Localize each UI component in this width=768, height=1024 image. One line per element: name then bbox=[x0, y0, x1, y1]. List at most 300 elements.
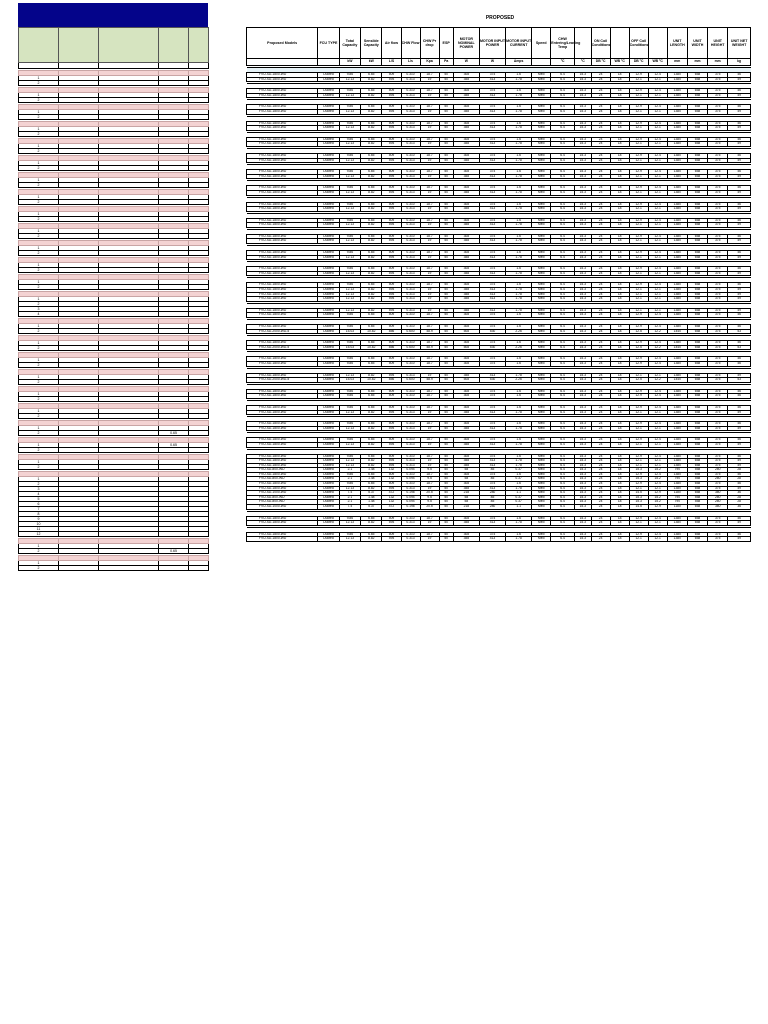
value-cell: 24 bbox=[591, 454, 610, 459]
value-cell: 6.4 bbox=[551, 454, 575, 459]
value-cell: 6.65 bbox=[361, 267, 382, 272]
value-cell: 18 bbox=[610, 521, 629, 526]
value-cell: 509 bbox=[382, 283, 401, 288]
value-cell: 509 bbox=[382, 394, 401, 399]
value-cell: 18.7 bbox=[420, 283, 439, 288]
value-cell: 1.1 bbox=[506, 505, 532, 510]
value-cell: 374 bbox=[479, 218, 505, 223]
value-cell: 472 bbox=[382, 491, 401, 496]
value-cell: 12.4 bbox=[648, 357, 667, 362]
value-cell: 0.600 bbox=[401, 345, 420, 350]
value-cell: 413 bbox=[479, 463, 505, 468]
value-cell: 49 bbox=[728, 292, 751, 297]
value-cell: Ducted bbox=[318, 239, 339, 244]
value-cell: 558 bbox=[687, 468, 707, 473]
unit-cell: L/S bbox=[382, 59, 401, 66]
unit-index: 5 bbox=[19, 497, 59, 502]
value-cell: 0.310 bbox=[401, 325, 420, 330]
value-cell: 15.3 bbox=[574, 373, 591, 378]
value-cell: 49 bbox=[728, 255, 751, 260]
value-cell: 8.82 bbox=[361, 158, 382, 163]
unit-index: 2 bbox=[19, 380, 59, 385]
value-cell: 24 bbox=[591, 521, 610, 526]
unit-index: 2 bbox=[19, 549, 59, 554]
value-cell: 6.65 bbox=[361, 532, 382, 537]
value-cell: 6.4 bbox=[551, 93, 575, 98]
value-cell: Med bbox=[532, 500, 551, 505]
value-cell: 658 bbox=[687, 207, 707, 212]
value-cell: 12.1 bbox=[648, 207, 667, 212]
value-cell: 6.4 bbox=[551, 468, 575, 473]
unit-index: 1 bbox=[19, 392, 59, 397]
value-cell: 375 bbox=[708, 426, 728, 431]
value-cell: 15.3 bbox=[574, 234, 591, 239]
value-cell: 24 bbox=[591, 345, 610, 350]
value-cell: 24 bbox=[591, 77, 610, 82]
value-cell: 12.4 bbox=[648, 267, 667, 272]
value-cell: 375 bbox=[708, 223, 728, 228]
value-cell: 308 bbox=[453, 105, 479, 110]
value-cell: 12.1 bbox=[648, 297, 667, 302]
value-cell: 15.3 bbox=[574, 121, 591, 126]
value-cell: 49 bbox=[728, 308, 751, 313]
value-cell: 12.1 bbox=[629, 239, 648, 244]
value-cell: 218 bbox=[453, 505, 479, 510]
value-cell: 24 bbox=[591, 472, 610, 477]
value-cell: 24 bbox=[591, 405, 610, 410]
value-cell: 1380 bbox=[667, 218, 687, 223]
value-cell: 24 bbox=[591, 442, 610, 447]
value-cell: 132 bbox=[382, 468, 401, 473]
value-cell: 58 bbox=[453, 477, 479, 482]
unit-index: 2 bbox=[19, 285, 59, 290]
value-cell: Med bbox=[532, 308, 551, 313]
value-cell: 12.9 bbox=[629, 532, 648, 537]
value-cell: 12.1 bbox=[648, 158, 667, 163]
value-cell: 594 bbox=[382, 288, 401, 293]
value-cell: 12.1 bbox=[629, 126, 648, 131]
value-cell: Ducted bbox=[318, 357, 339, 362]
value-cell: 1.78 bbox=[506, 223, 532, 228]
value-cell: 50 bbox=[439, 505, 453, 510]
value-cell: 6.65 bbox=[361, 438, 382, 443]
value-cell: 6.4 bbox=[551, 532, 575, 537]
unit-index: 2 bbox=[19, 234, 59, 239]
value-cell: 374 bbox=[479, 251, 505, 256]
value-cell: 50 bbox=[439, 426, 453, 431]
value-cell: Med bbox=[532, 378, 551, 383]
value-cell: 24 bbox=[591, 463, 610, 468]
value-cell: 50 bbox=[439, 495, 453, 500]
value-cell: 374 bbox=[479, 472, 505, 477]
value-cell: 6.4 bbox=[551, 142, 575, 147]
value-cell: 18 bbox=[610, 158, 629, 163]
value-cell: 375 bbox=[708, 186, 728, 191]
unit-index: 1 bbox=[19, 93, 59, 98]
value-cell: 15.3 bbox=[574, 463, 591, 468]
value-cell: 6.4 bbox=[551, 537, 575, 542]
value-cell: 509 bbox=[382, 267, 401, 272]
value-cell: 374 bbox=[479, 137, 505, 142]
value-cell: 0.310 bbox=[401, 422, 420, 427]
value-cell: 413 bbox=[479, 521, 505, 526]
value-cell: 15.3 bbox=[574, 308, 591, 313]
value-cell: 6.65 bbox=[361, 105, 382, 110]
value-cell: 48.9 bbox=[420, 329, 439, 334]
value-cell: 413 bbox=[479, 207, 505, 212]
value-cell: 380 bbox=[708, 505, 728, 510]
unit-cell: WB °C bbox=[610, 59, 629, 66]
value-cell: 24 bbox=[591, 158, 610, 163]
value-cell: Med bbox=[532, 126, 551, 131]
value-cell: 18 bbox=[610, 89, 629, 94]
value-cell: 8.82 bbox=[361, 426, 382, 431]
value-cell: 49 bbox=[728, 93, 751, 98]
value-cell: 8.82 bbox=[361, 109, 382, 114]
value-cell: 1.6 bbox=[506, 170, 532, 175]
value-cell: 375 bbox=[708, 486, 728, 491]
value-cell: 36 bbox=[728, 505, 751, 510]
value-cell: 0.310 bbox=[401, 186, 420, 191]
value-cell: 15.3 bbox=[574, 297, 591, 302]
value-cell: 12.1 bbox=[629, 537, 648, 542]
value-cell: 0.310 bbox=[401, 218, 420, 223]
value-cell: Med bbox=[532, 89, 551, 94]
value-cell: 12.13 bbox=[339, 463, 360, 468]
value-cell: 18 bbox=[610, 297, 629, 302]
value-cell: 9.86 bbox=[339, 283, 360, 288]
value-cell: Med bbox=[532, 207, 551, 212]
value-cell: 8.82 bbox=[361, 459, 382, 464]
value-cell: 6.4 bbox=[551, 341, 575, 346]
value-cell: 1380 bbox=[667, 190, 687, 195]
value-cell: 308 bbox=[453, 267, 479, 272]
value-cell: 658 bbox=[687, 142, 707, 147]
value-cell: 1.6 bbox=[506, 361, 532, 366]
value-cell: 50 bbox=[439, 341, 453, 346]
value-cell: 12.1 bbox=[648, 426, 667, 431]
value-cell: 658 bbox=[687, 109, 707, 114]
unit-index: 2 bbox=[19, 465, 59, 470]
value-cell: 374 bbox=[479, 422, 505, 427]
value-cell: 8.82 bbox=[361, 463, 382, 468]
value-cell: 375 bbox=[708, 207, 728, 212]
model-cell: FVU-SD-1800-WD bbox=[247, 109, 318, 114]
value-cell: 12.1 bbox=[629, 77, 648, 82]
value-cell: 12.9 bbox=[629, 516, 648, 521]
model-cell: FVU-SD-1800-WD bbox=[247, 142, 318, 147]
value-cell: 6.4 bbox=[551, 313, 575, 318]
value-cell: 508 bbox=[453, 378, 479, 383]
value-cell: 24 bbox=[591, 255, 610, 260]
value-cell: 658 bbox=[687, 357, 707, 362]
column-header: Proposed Models bbox=[247, 28, 318, 59]
value-cell: 10.82 bbox=[361, 345, 382, 350]
value-cell: 375 bbox=[708, 142, 728, 147]
value-cell: 2.1 bbox=[339, 477, 360, 482]
value-cell: 2.1 bbox=[339, 500, 360, 505]
value-cell: Ducted bbox=[318, 463, 339, 468]
value-cell: 1380 bbox=[667, 255, 687, 260]
value-cell: 12.1 bbox=[629, 521, 648, 526]
value-cell: 12.1 bbox=[648, 77, 667, 82]
value-cell: 12.1 bbox=[629, 288, 648, 293]
value-cell: 15.3 bbox=[574, 505, 591, 510]
value-cell: 374 bbox=[479, 341, 505, 346]
value-cell: 50 bbox=[439, 472, 453, 477]
value-cell: 6.4 bbox=[551, 389, 575, 394]
value-cell: 49 bbox=[728, 537, 751, 542]
column-header: Sensible Capacity bbox=[361, 28, 382, 59]
value-cell: Med bbox=[532, 186, 551, 191]
value-cell: 24 bbox=[591, 357, 610, 362]
value-cell: 594 bbox=[382, 77, 401, 82]
value-cell: 19 bbox=[420, 521, 439, 526]
value-cell: 18 bbox=[610, 459, 629, 464]
value-cell: 49 bbox=[728, 239, 751, 244]
value-cell: Med bbox=[532, 459, 551, 464]
value-cell: 658 bbox=[687, 105, 707, 110]
value-cell: 18 bbox=[610, 325, 629, 330]
value-cell: 46 bbox=[728, 186, 751, 191]
value-cell: 12.9 bbox=[629, 325, 648, 330]
value-cell: Ducted bbox=[318, 389, 339, 394]
value-cell: 12.4 bbox=[648, 137, 667, 142]
value-cell: 18.7 bbox=[420, 394, 439, 399]
value-cell: 24 bbox=[591, 325, 610, 330]
value-cell: 658 bbox=[687, 341, 707, 346]
value-cell: 1380 bbox=[667, 341, 687, 346]
value-cell: 12.4 bbox=[648, 218, 667, 223]
value-cell: 15.3 bbox=[574, 454, 591, 459]
value-cell: 12.13 bbox=[339, 93, 360, 98]
value-cell: 24 bbox=[591, 73, 610, 78]
value-cell: 50 bbox=[439, 516, 453, 521]
value-cell: 594 bbox=[382, 207, 401, 212]
value-cell: 413 bbox=[479, 288, 505, 293]
value-cell: 308 bbox=[453, 389, 479, 394]
value-cell: 18 bbox=[610, 357, 629, 362]
value-cell: 594 bbox=[382, 463, 401, 468]
value-cell: 50 bbox=[439, 477, 453, 482]
model-cell: FVU-SD-1800-WD bbox=[247, 267, 318, 272]
value-cell: 8.82 bbox=[361, 373, 382, 378]
value-cell: 375 bbox=[708, 325, 728, 330]
value-cell: 594 bbox=[382, 442, 401, 447]
value-cell: 12.13 bbox=[339, 158, 360, 163]
value-cell: 413 bbox=[479, 109, 505, 114]
value-cell: 375 bbox=[708, 218, 728, 223]
value-cell: Med bbox=[532, 158, 551, 163]
value-cell: 358 bbox=[453, 410, 479, 415]
value-cell: 594 bbox=[382, 223, 401, 228]
value-cell: 50 bbox=[439, 313, 453, 318]
value-cell: 12.9 bbox=[629, 357, 648, 362]
value-cell: 18 bbox=[610, 495, 629, 500]
value-cell: 50 bbox=[439, 410, 453, 415]
value-cell: 8.82 bbox=[361, 288, 382, 293]
value-cell: 6.65 bbox=[361, 251, 382, 256]
value-cell: 50 bbox=[439, 500, 453, 505]
value-cell: 19 bbox=[420, 292, 439, 297]
value-cell: Med bbox=[532, 288, 551, 293]
model-cell: FVU-SD-1000-WD bbox=[247, 505, 318, 510]
value-cell: 12.13 bbox=[339, 109, 360, 114]
value-cell: 18 bbox=[610, 283, 629, 288]
value-cell: 18 bbox=[610, 271, 629, 276]
unit-cell: Amps bbox=[506, 59, 532, 66]
value-cell: 658 bbox=[687, 505, 707, 510]
value-cell: 12.4 bbox=[648, 170, 667, 175]
value-cell: 308 bbox=[453, 325, 479, 330]
value-cell: Ducted bbox=[318, 174, 339, 179]
value-cell: 6.4 bbox=[551, 345, 575, 350]
value-cell: 9.86 bbox=[339, 170, 360, 175]
value-cell: 374 bbox=[479, 267, 505, 272]
value-cell: 509 bbox=[382, 234, 401, 239]
value-cell: 374 bbox=[479, 89, 505, 94]
value-cell: Ducted bbox=[318, 89, 339, 94]
value-cell: 15.03 bbox=[339, 378, 360, 383]
value-cell: Med bbox=[532, 202, 551, 207]
value-cell: 9.5 bbox=[420, 477, 439, 482]
value-cell: Ducted bbox=[318, 532, 339, 537]
value-cell: Ducted bbox=[318, 477, 339, 482]
value-cell: 530 bbox=[479, 329, 505, 334]
value-cell: Med bbox=[532, 361, 551, 366]
value-cell: Med bbox=[532, 255, 551, 260]
value-cell: 1380 bbox=[667, 454, 687, 459]
value-cell: 509 bbox=[382, 105, 401, 110]
value-cell: 6.4 bbox=[551, 486, 575, 491]
value-cell: Med bbox=[532, 267, 551, 272]
value-cell: 1380 bbox=[667, 109, 687, 114]
value-cell: 9.86 bbox=[339, 186, 360, 191]
value-cell: 8.82 bbox=[361, 77, 382, 82]
value-cell: 658 bbox=[687, 267, 707, 272]
value-cell: 15.3 bbox=[629, 477, 648, 482]
model-cell: FVU-SD-1800-WD bbox=[247, 472, 318, 477]
value-cell: 18 bbox=[610, 405, 629, 410]
value-cell: 358 bbox=[453, 288, 479, 293]
value-cell: 48.9 bbox=[420, 378, 439, 383]
value-cell: 19 bbox=[420, 537, 439, 542]
value-cell: 594 bbox=[382, 239, 401, 244]
value-cell: 12.4 bbox=[648, 454, 667, 459]
value-cell: 15.2 bbox=[648, 495, 667, 500]
model-cell: FVU-SD-1800-WD bbox=[247, 426, 318, 431]
unit-cell: mm bbox=[667, 59, 687, 66]
value-cell: 18 bbox=[610, 288, 629, 293]
value-cell: 50 bbox=[439, 389, 453, 394]
value-cell: 24 bbox=[591, 251, 610, 256]
value-cell: 375 bbox=[708, 174, 728, 179]
value-cell: 8.82 bbox=[361, 521, 382, 526]
unit-index: 1 bbox=[19, 561, 59, 566]
value-cell: 856 bbox=[382, 378, 401, 383]
value-cell: 6.4 bbox=[551, 121, 575, 126]
value-cell: 49 bbox=[728, 174, 751, 179]
value-cell: 594 bbox=[382, 158, 401, 163]
value-cell: Ducted bbox=[318, 297, 339, 302]
value-cell: 6.4 bbox=[551, 357, 575, 362]
value-cell: 46 bbox=[728, 202, 751, 207]
value-cell: Ducted bbox=[318, 405, 339, 410]
unit-cell: L/s bbox=[401, 59, 420, 66]
value-cell: 0.094 bbox=[401, 477, 420, 482]
column-header: MOTOR INPUT CURRENT bbox=[506, 28, 532, 59]
value-cell: 509 bbox=[382, 170, 401, 175]
value-cell: 6.4 bbox=[551, 438, 575, 443]
value-cell: 9.86 bbox=[339, 361, 360, 366]
value-cell: Ducted bbox=[318, 73, 339, 78]
unit-index: 1 bbox=[19, 178, 59, 183]
model-cell: FVU-SD-1800-WD bbox=[247, 174, 318, 179]
value-cell: 658 bbox=[687, 126, 707, 131]
value-cell: 12.4 bbox=[648, 121, 667, 126]
value-cell: 36 bbox=[728, 491, 751, 496]
value-cell: 1380 bbox=[667, 373, 687, 378]
value-cell: 0.310 bbox=[401, 283, 420, 288]
value-cell: Ducted bbox=[318, 223, 339, 228]
value-cell: 1380 bbox=[667, 394, 687, 399]
value-cell: Ducted bbox=[318, 516, 339, 521]
value-cell: 375 bbox=[708, 422, 728, 427]
value-cell: 1.78 bbox=[506, 239, 532, 244]
value-cell: 1.78 bbox=[506, 410, 532, 415]
value-cell: Med bbox=[532, 297, 551, 302]
value-cell: Ducted bbox=[318, 442, 339, 447]
value-cell: 6.4 bbox=[551, 170, 575, 175]
value-cell: 1180 bbox=[667, 505, 687, 510]
value-cell: Med bbox=[532, 251, 551, 256]
value-cell: 132 bbox=[382, 495, 401, 500]
value-cell: 9.86 bbox=[339, 202, 360, 207]
value-cell: 6.4 bbox=[551, 516, 575, 521]
value-cell: 15.3 bbox=[574, 239, 591, 244]
column-header: Total Capacity bbox=[339, 28, 360, 59]
value-cell: 9.86 bbox=[339, 438, 360, 443]
model-cell: FVU-SD-1800-WD bbox=[247, 405, 318, 410]
value-cell: 0.313 bbox=[401, 308, 420, 313]
value-cell: 509 bbox=[382, 218, 401, 223]
unit-index: 4 bbox=[19, 312, 59, 317]
value-cell: 18 bbox=[610, 505, 629, 510]
value-cell: 12.1 bbox=[629, 255, 648, 260]
value-cell: 18 bbox=[610, 394, 629, 399]
value-cell: 1.78 bbox=[506, 174, 532, 179]
value-cell: 14.5 bbox=[629, 491, 648, 496]
value-cell: 375 bbox=[708, 442, 728, 447]
value-cell: 218 bbox=[453, 491, 479, 496]
value-cell: 0.313 bbox=[401, 142, 420, 147]
value-cell: 12.9 bbox=[629, 267, 648, 272]
column-header: Air flow bbox=[382, 28, 401, 59]
value-cell: 790 bbox=[667, 468, 687, 473]
value-cell: 24 bbox=[591, 537, 610, 542]
value-cell: 1.6 bbox=[506, 186, 532, 191]
value-cell: 15.3 bbox=[574, 361, 591, 366]
value-cell: 18.7 bbox=[420, 516, 439, 521]
value-cell: 0.310 bbox=[401, 389, 420, 394]
value-cell: Med bbox=[532, 472, 551, 477]
value-cell: 12.9 bbox=[648, 505, 667, 510]
value-cell: 658 bbox=[687, 170, 707, 175]
value-cell: 658 bbox=[687, 361, 707, 366]
value-cell: 308 bbox=[453, 313, 479, 318]
value-cell: 6.4 bbox=[551, 186, 575, 191]
column-header bbox=[610, 28, 629, 59]
